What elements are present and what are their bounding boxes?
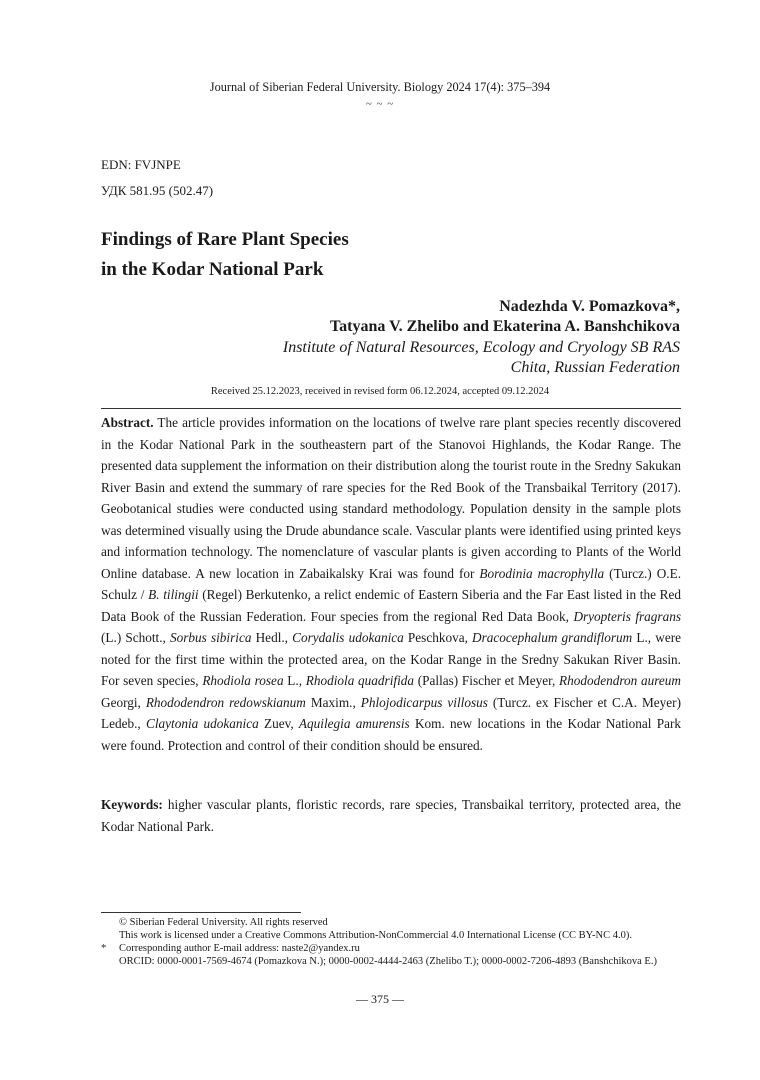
affiliation-line-2: Chita, Russian Federation: [510, 359, 680, 376]
abstract-text: (Pallas) Fischer et Meyer,: [414, 673, 560, 688]
species-name: Borodinia macrophylla: [479, 565, 605, 581]
species-name: Sorbus sibirica: [170, 630, 252, 645]
author-list: [330, 297, 680, 337]
abstract-text: The article provides information on the locations of twelve rare plant species recently discovered in the Kodar National Park in the southeastern part of the Stanovoi Highlands, the Kodar Range. The presented data supplement the information on their distribution along the tourist route in the Sredny Sakukan River Basin and extend the summary of rare species for the Red Book of the Transbaikal Territory (2017). Geobotanical studies were conducted using standard methodology. Population density in the sample plots was determined visually using the Drude abundance scale. Vascular plants were identified using printed keys and information technology. The nomenclature of vascular plants is given according to Plants of the World Online database. A new location in Zabaikalsky Krai was found for: [101, 415, 681, 581]
orcid-note: ORCID: 0000-0001-7569-4674 (Pomazkova N.); 0000-0002-4444-2463 (Zhelibo T.); 0000-0002-7206-4893 (Banshchikova E.): [119, 956, 657, 967]
received-dates: Received 25.12.2023, received in revised form 06.12.2024, accepted 09.12.2024: [210, 386, 550, 397]
abstract-text: Zuev,: [258, 716, 299, 731]
abstract-text: L.,: [283, 673, 306, 688]
affiliation: [283, 338, 680, 378]
abstract-text: Georgi,: [101, 694, 146, 710]
abstract-text: Hedl.,: [251, 630, 293, 645]
abstract-text: (Turcz. ex Fischer et C.A. Meyer) Ledeb.,: [101, 694, 681, 731]
paper-title: [101, 225, 349, 285]
abstract-divider: [101, 408, 681, 409]
abstract-text: Kom. new locations in the Kodar National Park were found. Protection and control of their condition should be ensured.: [101, 716, 681, 753]
species-name: Rhododendron aureum: [559, 673, 682, 688]
footnote-star: *: [101, 943, 107, 954]
abstract-label: Abstract.: [101, 415, 154, 430]
udk-identifier: УДК 581.95 (502.47): [101, 183, 214, 198]
page-number: — 375 —: [356, 992, 404, 1006]
abstract-text: Peschkova,: [403, 630, 473, 645]
keywords-paragraph: [101, 794, 681, 837]
species-name: Rhododendron redowskianum: [145, 694, 306, 710]
title-line-1: Findings of Rare Plant Species: [101, 229, 349, 250]
abstract-text: (L.) Schott.,: [101, 630, 171, 645]
abstract-text: (Turcz.) O.E. Schulz /: [101, 565, 682, 602]
journal-header: Journal of Siberian Federal University. Biology 2024 17(4): 375–394: [209, 80, 551, 94]
species-name: Phlojodicarpus villosus: [360, 694, 488, 710]
species-name: Rhodiola rosea: [202, 673, 284, 688]
authors-line-2: Tatyana V. Zhelibo and Ekaterina A. Banshchikova: [329, 318, 680, 335]
edn-identifier: EDN: FVJNPE: [101, 157, 181, 172]
copyright-note: © Siberian Federal University. All rights reserved: [119, 917, 328, 928]
title-line-2: in the Kodar National Park: [101, 259, 324, 280]
species-name: B. tilingii: [148, 587, 199, 602]
species-name: Rhodiola quadrifida: [305, 673, 415, 688]
footnote-divider: [101, 912, 301, 913]
license-note: This work is licensed under a Creative Commons Attribution-NonCommercial 4.0 International License (CC BY-NC 4.0).: [119, 930, 632, 941]
species-name: Claytonia udokanica: [146, 716, 259, 731]
abstract-text: L., were noted for the first time within the protected area, on the Kodar Range in the Sredny Sakukan River Basin. For seven species,: [101, 630, 682, 688]
abstract-paragraph: [101, 412, 681, 756]
species-name: Aquilegia amurensis: [298, 716, 410, 731]
abstract-text: Maxim.,: [305, 694, 361, 710]
species-name: Corydalis udokanica: [292, 630, 404, 645]
species-name: Dryopteris fragrans: [573, 608, 681, 624]
authors-line-1: Nadezhda V. Pomazkova*,: [499, 298, 680, 315]
species-name: Dracocephalum grandiflorum: [472, 630, 633, 645]
affiliation-line-1: Institute of Natural Resources, Ecology and Cryology SB RAS: [282, 339, 680, 356]
header-ornament: ~ ~ ~: [365, 98, 395, 110]
corresponding-author-note: Corresponding author E-mail address: naste2@yandex.ru: [119, 943, 360, 954]
abstract-text: (Regel) Berkutenko, a relict endemic of Eastern Siberia and the Far East listed in the Red Data Book of the Russian Federation. Four species from the regional Red Data Book,: [101, 587, 681, 624]
keywords-text: higher vascular plants, floristic records, rare species, Transbaikal territory, protected area, the Kodar National Park.: [101, 797, 681, 834]
keywords-label: Keywords:: [101, 797, 163, 812]
